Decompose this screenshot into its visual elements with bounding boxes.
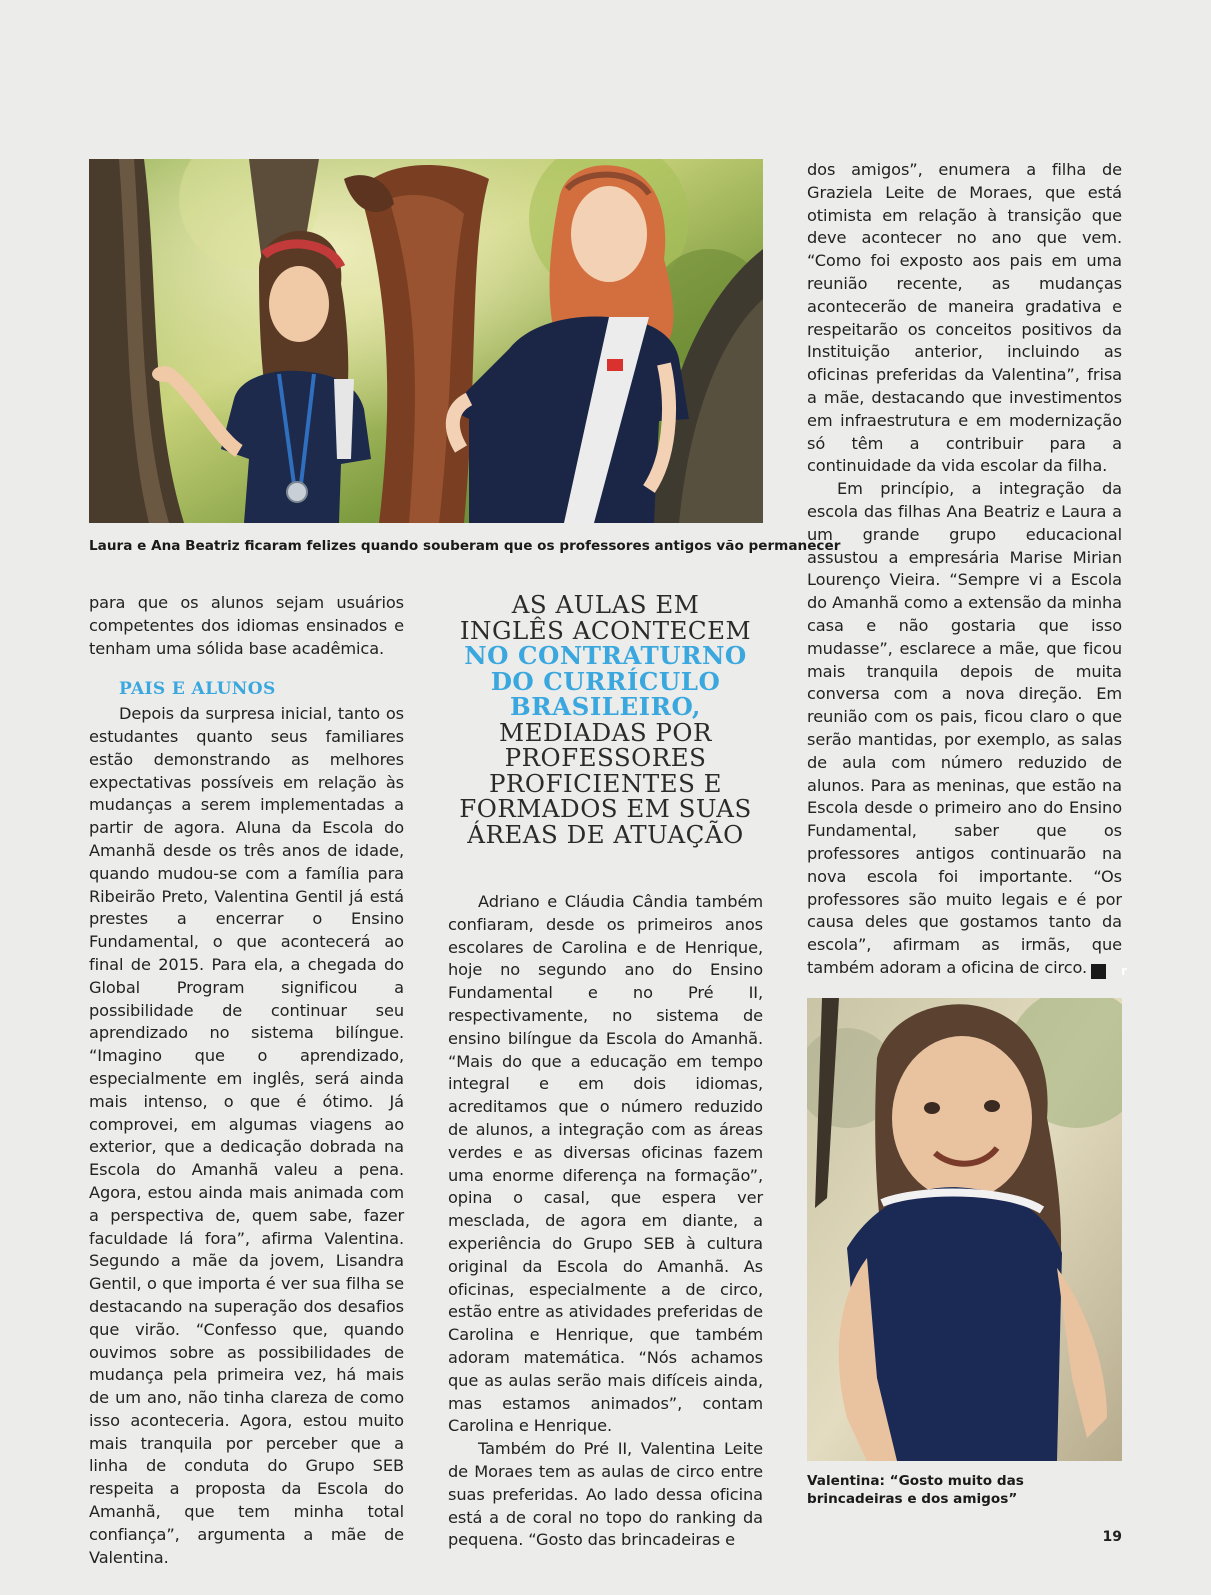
col2-paragraph: Adriano e Cláudia Cândia também confiaram, desde os primeiros anos escolares de Carolina e de Henrique, hoje no segundo ano do Ensino Fundamental e no Pré II, respectivamente, no sistema de ensino bilíngue da Escola do Amanhã. “Mais do que a educação em tempo integral e em dois idiomas, acreditamos que o número reduzido de alunos, a integração com as áreas verdes e as diversas oficinas fazem uma enorme diferença na formação”, opina o casal, que espera ver mesclada, de agora em diante, a experiência do Grupo SEB à cultura original da Escola do Amanhã. As oficinas, especialmente a de circo, estão entre as atividades preferidas de Carolina e Henrique, que também adoram matemática. “Nós achamos que as aulas serão mais difíceis ainda, mas estamos animados”, contam Carolina e Henrique. — [448, 892, 763, 1436]
section-subhead: PAIS E ALUNOS — [119, 679, 276, 700]
pull-quote-line: ÁREAS DE ATUAÇÃO — [467, 819, 744, 849]
pull-quote — [448, 592, 763, 847]
bottom-caption-line: brincadeiras e dos amigos” — [807, 1491, 1018, 1507]
pull-quote-highlight: DO CURRÍCULO — [490, 666, 721, 696]
bottom-photo — [807, 998, 1122, 1461]
girl-portrait-image — [807, 998, 1122, 1461]
pull-quote-line: FORMADOS EM SUAS — [459, 794, 752, 823]
column-2 — [448, 891, 763, 1552]
top-photo — [89, 159, 763, 523]
col1-intro: para que os alunos sejam usuários competentes dos idiomas ensinados e tenham uma sólida base acadêmica. — [89, 593, 404, 658]
page-number: 19 — [1102, 1529, 1122, 1545]
pull-quote-highlight: NO CONTRATURNO — [464, 641, 747, 670]
column-1 — [89, 592, 404, 1569]
pull-quote-line: AS AULAS EM — [511, 590, 700, 619]
end-mark-icon: r — [1091, 964, 1106, 979]
pull-quote-line: MEDIADAS POR — [499, 717, 712, 747]
bottom-photo-caption — [807, 1472, 1122, 1508]
column-3 — [807, 159, 1127, 980]
girls-in-tree-image — [89, 159, 763, 523]
pull-quote-line: PROFICIENTES E — [488, 768, 723, 798]
col3-paragraph — [807, 478, 1127, 980]
bottom-caption-line: Valentina: “Gosto muito das — [807, 1473, 1024, 1489]
col1-paragraph: Depois da surpresa inicial, tanto os estudantes quanto seus familiares estão demonstrando as melhores expectativas possíveis em relação às mudanças a serem implementadas a partir de agora. Aluna da Escola do Amanhã desde os três anos de idade, quando mudou-se com a família para Ribeirão Preto, Valentina Gentil já está prestes a encerrar o Ensino Fundamental, o que acontecerá ao final de 2015. Para ela, a chegada do Global Program significou a possibilidade de continuar seu aprendizado no sistema bilíngue. “Imagino que o aprendizado, especialmente em inglês, será ainda mais intenso, o que é ótimo. Já comprovei, em algumas viagens ao exterior, que a dedicação dobrada na Escola do Amanhã valeu a pena. Agora, estou ainda mais animada com a perspectiva de, quem sabe, fazer faculdade lá fora”, afirma Valentina. Segundo a mãe da jovem, Lisandra Gentil, o que importa é ver sua filha se destacando na superação dos desafios que virão. “Confesso que, quando ouvimos sobre as possibilidades de mudança pela primeira vez, há mais de um ano, não tinha clareza de como isso aconteceria. Agora, estou muito mais tranquila por perceber que a linha de conduta do Grupo SEB respeita a proposta da Escola do Amanhã, que tem minha total confiança”, argumenta a mãe de Valentina. — [89, 704, 404, 1567]
pull-quote-highlight: BRASILEIRO, — [510, 692, 701, 721]
pull-quote-line: PROFESSORES — [504, 743, 707, 772]
pull-quote-line: INGLÊS ACONTECEM — [459, 615, 752, 645]
col2-paragraph: Também do Pré II, Valentina Leite de Moraes tem as aulas de circo entre suas preferidas. Ao lado dessa oficina está a de coral no topo do ranking da pequena. “Gosto das brincadeiras e — [448, 1439, 763, 1550]
col3-paragraph: dos amigos”, enumera a filha de Graziela Leite de Moraes, que está otimista em relação à transição que deve acontecer no ano que vem. “Como foi exposto aos pais em uma reunião recente, as mudanças acontecerão de maneira gradativa e respeitarão os conceitos positivos da Instituição anterior, incluindo as oficinas preferidas da Valentina”, frisa a mãe, destacando que investimentos em infraestrutura e em modernização só têm a contribuir para a continuidade da vida escolar da filha. — [807, 160, 1122, 476]
top-photo-caption: Laura e Ana Beatriz ficaram felizes quando souberam que os professores antigos vão permanecer — [89, 538, 841, 554]
col3-paragraph-text: Em princípio, a integração da escola das filhas Ana Beatriz e Laura a um grande grupo educacional assustou a empresária Marise Mirian Lourenço Vieira. “Sempre vi a Escola do Amanhã como a extensão da minha casa e não gostaria que isso mudasse”, esclarece a mãe, que ficou mais tranquila depois de muita conversa com a nova direção. Em reunião com os pais, ficou claro o que serão mantidas, por exemplo, as salas de aula com número reduzido de alunos. Para as meninas, que estão na Escola desde o primeiro ano do Ensino Fundamental, saber que os professores antigos continuarão na nova escola foi importante. “Os professores são muito legais e é por causa deles que gostamos tanto da escola”, afirmam as irmãs, que também adoram a oficina de circo. — [807, 479, 1122, 977]
